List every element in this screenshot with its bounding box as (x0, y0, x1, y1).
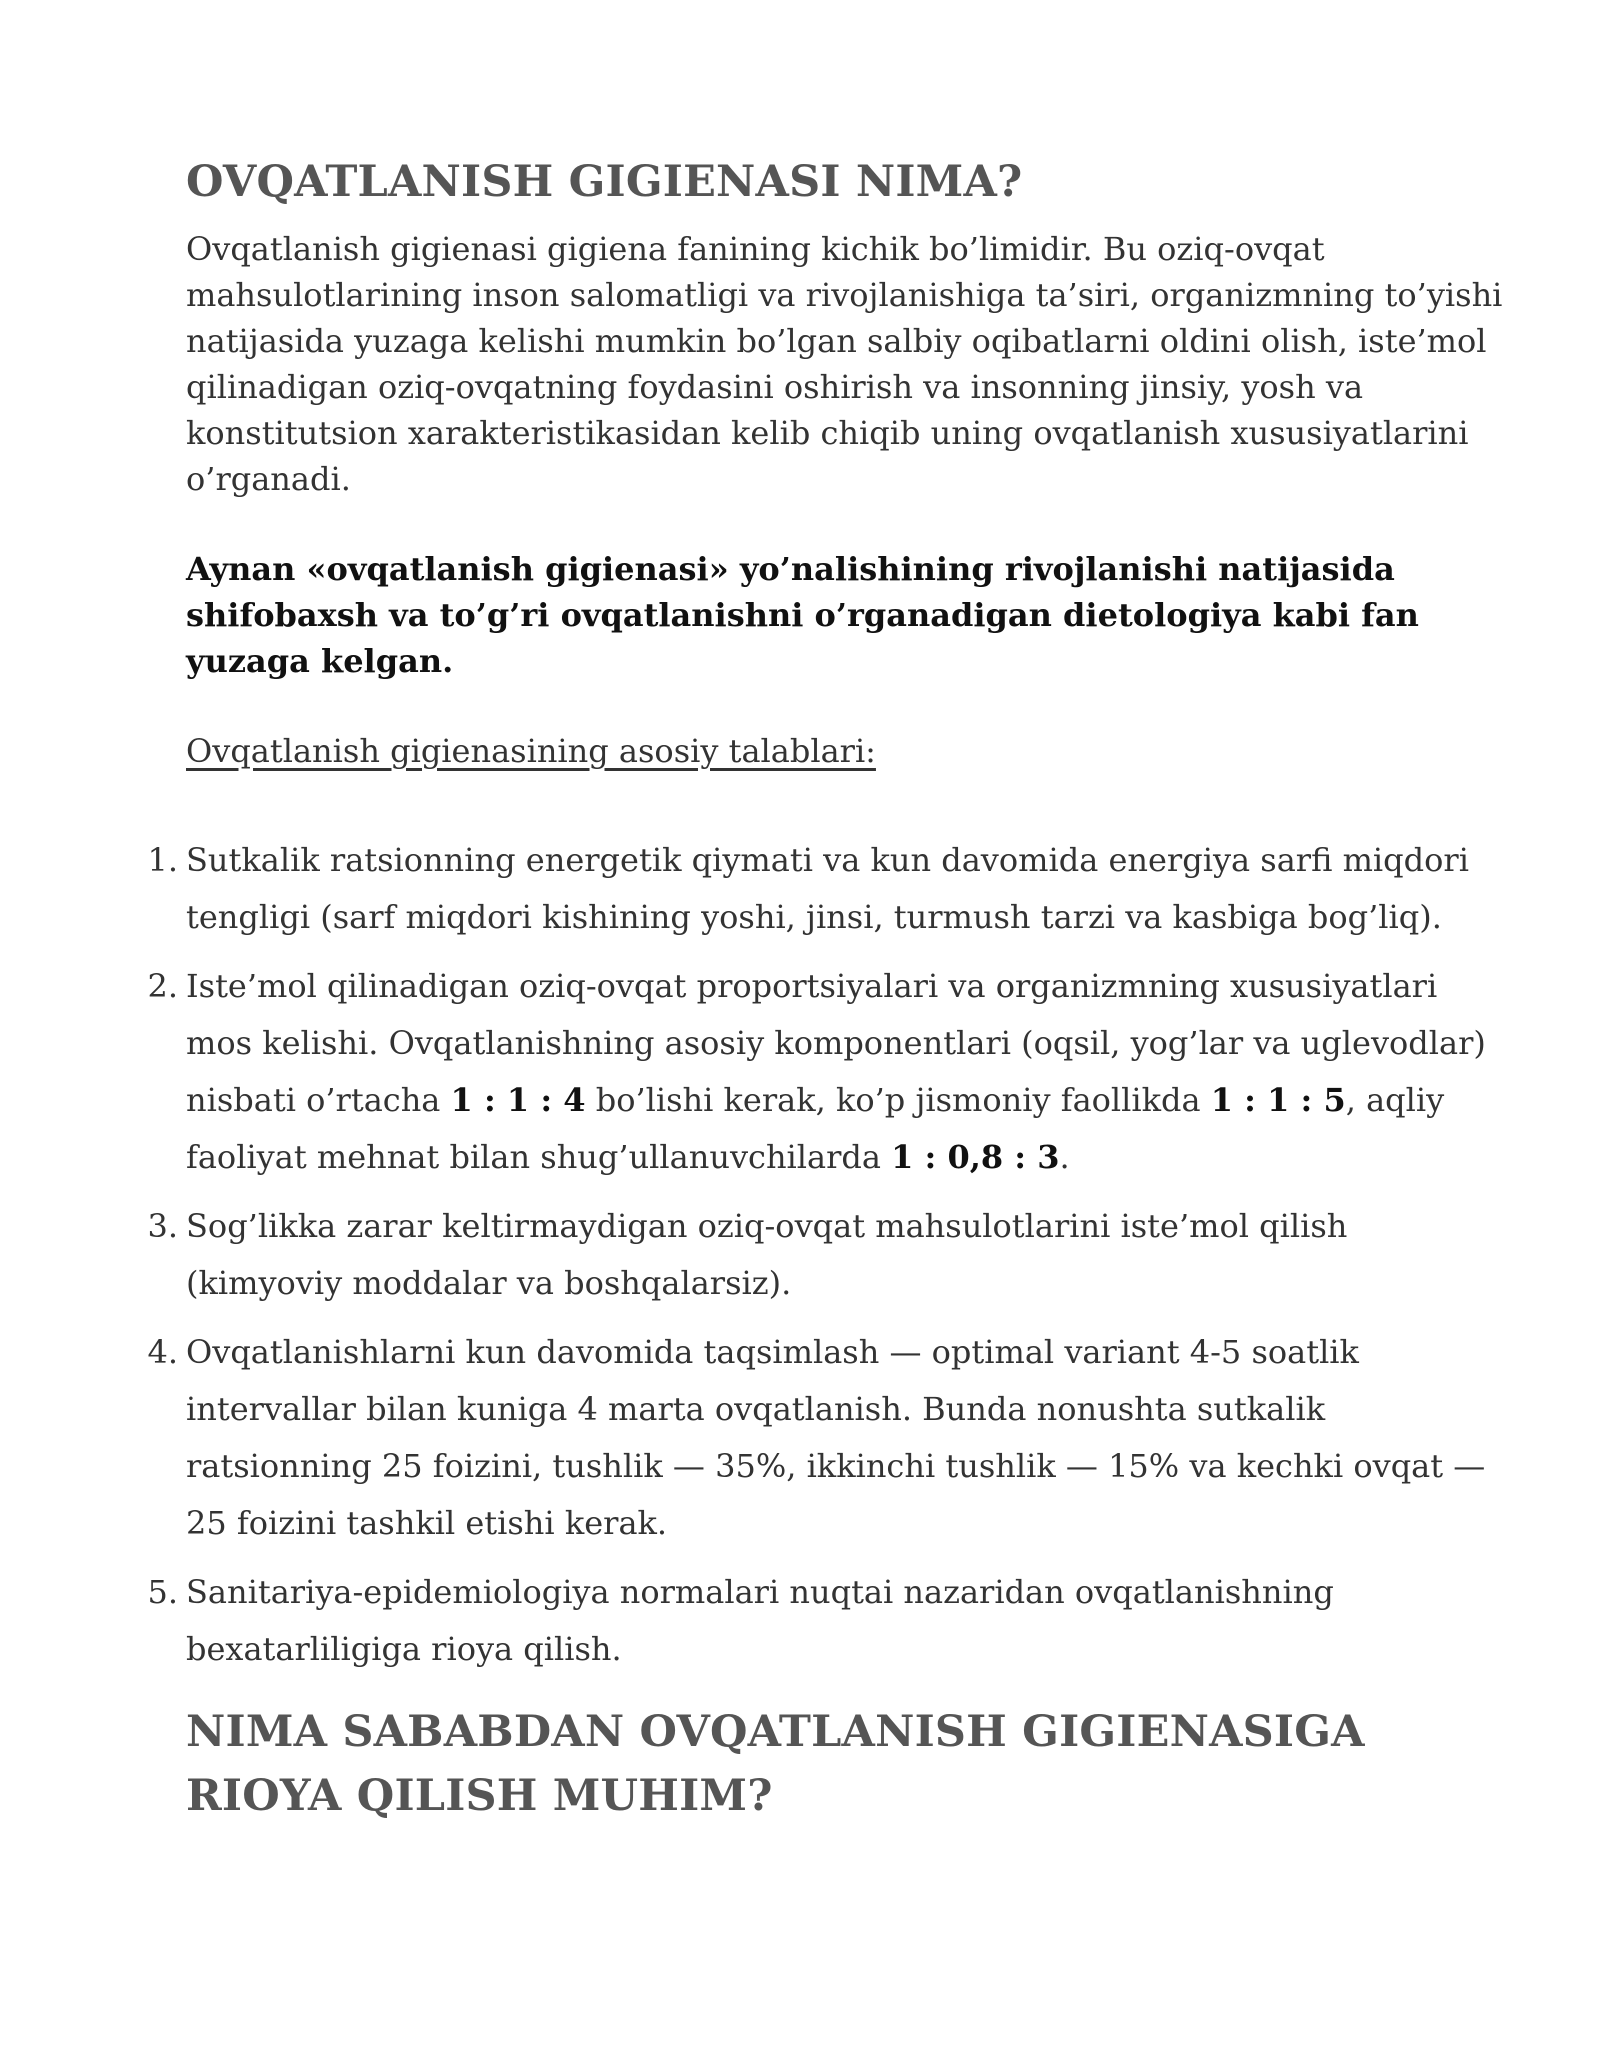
article-body (147, 150, 1506, 1690)
list-item-number: 4. (147, 1333, 178, 1371)
list-item (147, 832, 1506, 946)
list-item-text: Ovqatlanishlarni kun davomida taqsimlash — optimal variant 4-5 soatlik intervallar bilan kuniga 4 marta ovqatlanish. Bunda nonushta sutkalik ratsionning 25 foizini, tushlik — 35%, ikkinchi tushlik — 15% va kechki ovqat — 25 foizini tashkil etishi kerak. (186, 1333, 1486, 1542)
list-item-number: 3. (147, 1207, 178, 1245)
requirements-list (147, 832, 1506, 1678)
list-item-text: Sog’likka zarar keltirmaydigan oziq-ovqat mahsulotlarini iste’mol qilish (kimyoviy moddalar va boshqalarsiz). (186, 1207, 1348, 1302)
list-item-text: Sanitariya-epidemiologiya normalari nuqtai nazaridan ovqatlanishning bexatarliligiga rioya qilish. (186, 1573, 1334, 1668)
list-item (147, 1198, 1506, 1312)
list-item-text: Sutkalik ratsionning energetik qiymati va kun davomida energiya sarfi miqdori tengligi (sarf miqdori kishining yoshi, jinsi, turmush tarzi va kasbiga bog’liq). (186, 841, 1469, 936)
list-item-number: 1. (147, 841, 178, 879)
section-heading: NIMA SABABDAN OVQATLANISH GIGIENASIGA RIOYA QILISH MUHIM? (186, 1707, 1365, 1821)
list-item-text (186, 967, 1486, 1176)
list-item-number: 2. (147, 967, 178, 1005)
list-item-text-part: bo’lishi kerak, ko’p jismoniy faollikda (585, 1081, 1211, 1119)
intro-paragraph: Ovqatlanish gigienasi gigiena fanining kichik bo’limidir. Bu oziq-ovqat mahsulotlarining inson salomatligi va rivojlanishiga ta’siri, organizmning to’yishi natijasida yuzaga kelishi mumkin bo’lgan salbiy oqibatlarni oldini olish, iste’mol qilinadigan oziq-ovqatning foydasini oshirish va insonning jinsiy, yosh va konstitutsion xarakteristikasidan kelib chiqib uning ovqatlanish xususiyatlarini o’rganadi. (186, 230, 1503, 498)
list-item-text-part: . (1059, 1138, 1070, 1176)
list-item-text-part: Iste’mol qilinadigan oziq-ovqat proportsiyalari va organizmning xususiyatlari mos kelishi. Ovqatlanishning asosiy komponentlari (oqsil, yog’lar va uglevodlar) nisbati o’rtacha (186, 967, 1486, 1119)
list-item (147, 1564, 1506, 1678)
list-item-number: 5. (147, 1573, 178, 1611)
list-item-text-part: , aqliy faoliyat mehnat bilan shug’ullanuvchilarda (186, 1081, 1445, 1176)
ratio-physical: 1 : 1 : 5 (1210, 1081, 1346, 1119)
page-title: OVQATLANISH GIGIENASI NIMA? (186, 157, 1023, 207)
list-item (147, 958, 1506, 1186)
ratio-average: 1 : 1 : 4 (450, 1081, 586, 1119)
requirements-heading: Ovqatlanish gigienasining asosiy talablari: (186, 732, 876, 770)
list-item (147, 1324, 1506, 1552)
ratio-mental: 1 : 0,8 : 3 (891, 1138, 1060, 1176)
highlight-paragraph: Aynan «ovqatlanish gigienasi» yo’nalishining rivojlanishi natijasida shifobaxsh va to’g’ri ovqatlanishni o’rganadigan dietologiya kabi fan yuzaga kelgan. (186, 550, 1419, 680)
